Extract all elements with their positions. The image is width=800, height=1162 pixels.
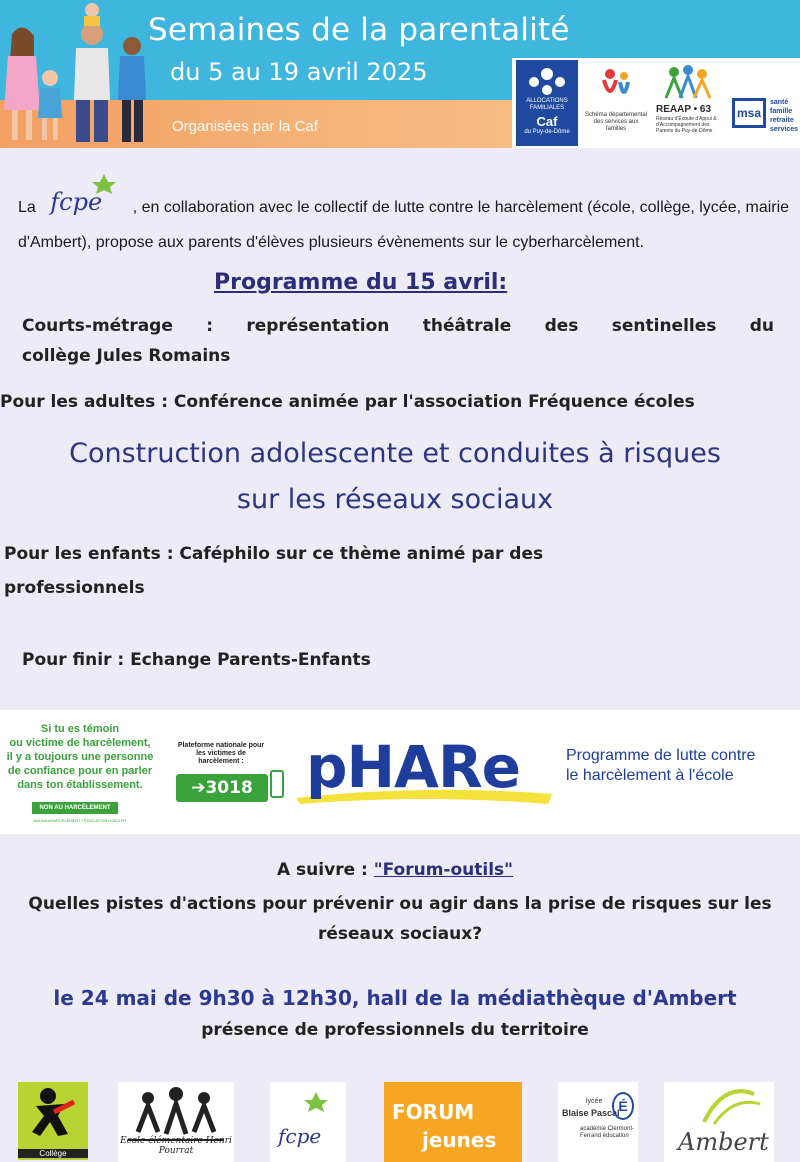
fcpe-footer-star-icon [270,1082,346,1122]
msa-logo-text: santé famille retraite services [770,99,799,133]
number-3018-badge: ➔3018 [176,774,268,802]
harcelement-hashtag: #NONAUHARCELEMENT / ÉDUCATION.GOUV.FR [33,818,127,823]
ambert-swirl-icon [664,1082,774,1126]
pour-finir-line: Pour finir : Echange Parents-Enfants [22,650,371,670]
caf-logo-sub: du Puy-de-Dôme [524,129,570,135]
enfants-line-1: Pour les enfants : Caféphilo sur ce thème animé par des [4,544,544,564]
ambert-logo [664,1082,774,1162]
fcpe-inline-text: fcpe [50,188,103,216]
non-au-harcelement-badge: NON AU HARCÈLEMENT [32,802,118,814]
fcpe-footer-label: fcpe [278,1124,322,1148]
msa-logo [732,96,800,136]
forum-jeunes-line-1: FORUM [392,1100,475,1124]
reaap-figures-icon [652,62,722,102]
temoin-line: dans ton établissement. [17,779,143,791]
courts-metrage-line-2: collège Jules Romains [22,346,231,366]
ecole-logo-label: Ecole élémentaire Henri Pourrat [120,1136,232,1156]
phare-banner [0,710,800,834]
a-suivre-prefix: A suivre : [276,860,374,880]
ambert-logo-label: Ambert [678,1128,769,1156]
lycee-logo-line-3: académie Clermont-Ferrand éducation [580,1126,635,1139]
lycee-logo-line-1: lycée [586,1098,603,1105]
courts-word: représentation [246,316,390,336]
question-line-2: réseaux sociaux? [317,924,483,944]
presence-line: présence de professionnels du territoire [201,1020,589,1040]
college-logo [18,1082,88,1160]
temoin-line: ou victime de harcèlement, [9,737,151,749]
caf-logo [516,60,578,146]
phare-programme-text [566,746,800,786]
reaap-logo-name: REAAP • 63 [656,104,712,115]
forum-outils-link[interactable]: "Forum-outils" [373,860,514,880]
question-line-1: Quelles pistes d'actions pour prévenir ou agir dans la prise de risques sur les [28,894,772,914]
reaap-logo-text: Réseau d'Écoute d'Appui & d'Accompagnement des Parents du Puy-de-Dôme [656,116,717,134]
courts-word: : [206,316,213,336]
intro-lead: La [18,199,36,217]
banner-dates: du 5 au 19 avril 2025 [170,58,428,86]
courts-word: théâtrale [422,316,512,336]
phone-icon [270,770,284,798]
college-logo-label: Collège [18,1149,88,1158]
banner-organizer: Organisées par la Caf [172,118,318,135]
phare-logo: pHARe [306,733,520,801]
fcpe-inline-logo [44,180,124,224]
forum-jeunes-logo [384,1082,522,1162]
ecole-children-icon [118,1082,234,1142]
fcpe-footer-logo [270,1082,346,1162]
temoin-line: il y a toujours une personne [6,751,154,763]
schema-departemental-logo [584,62,648,146]
temoin-line: Si tu es témoin [40,723,120,735]
caf-logo-name: Caf [536,114,558,129]
temoin-line: de confiance pour en parler [7,765,153,777]
intro-text: , en collaboration avec le collectif de lutte contre le harcèlement (école, collège, lycée, mairie d'Ambert), propose aux parents d'élèves plusieurs évènements sur le cyberharcèlement. [18,199,790,251]
banner-title: Semaines de la parentalité [148,12,570,48]
forum-jeunes-line-2: jeunes [422,1128,497,1152]
msa-logo-mark: msa [732,98,766,128]
reaap-logo [652,62,726,146]
education-e-icon: É [612,1092,634,1120]
temoin-message [0,722,160,792]
courts-word: sentinelles [611,316,717,336]
family-illustration-icon [0,0,150,148]
courts-word: des [544,316,579,336]
courts-word: du [749,316,774,336]
schema-figures-icon [584,62,648,110]
schema-logo-text: Schéma départemental des services aux familles [584,112,648,132]
lycee-logo-line-2: Blaise Pascal [562,1108,620,1118]
college-figure-icon [18,1082,88,1142]
intro-paragraph [18,186,800,255]
a-suivre-line [0,860,790,880]
plateforme-nationale-text: Plateforme nationale pour les victimes de harcèlement : [177,742,265,765]
enfants-line-2: professionnels [4,578,145,598]
ecole-henri-pourrat-logo [118,1082,234,1162]
conference-theme-line-1: Construction adolescente et conduites à risques [69,438,721,469]
phare-programme-line-1: Programme de lutte contre [566,747,756,764]
forum-date-line: le 24 mai de 9h30 à 12h30, hall de la médiathèque d'Ambert [53,986,737,1010]
adultes-line: Pour les adultes : Conférence animée par l'association Fréquence écoles [0,392,695,412]
program-title: Programme du 15 avril: [214,270,508,295]
header-banner [0,0,800,148]
conference-theme-line-2: sur les réseaux sociaux [236,484,554,515]
caf-logo-top: ALLOCATIONS FAMILIALES [526,98,568,111]
courts-word: Courts-métrage [22,316,173,336]
lycee-blaise-pascal-logo [558,1082,638,1162]
caf-family-icon [516,62,578,98]
courts-metrage-line [22,316,774,336]
phare-programme-line-2: le harcèlement à l'école [566,767,734,784]
